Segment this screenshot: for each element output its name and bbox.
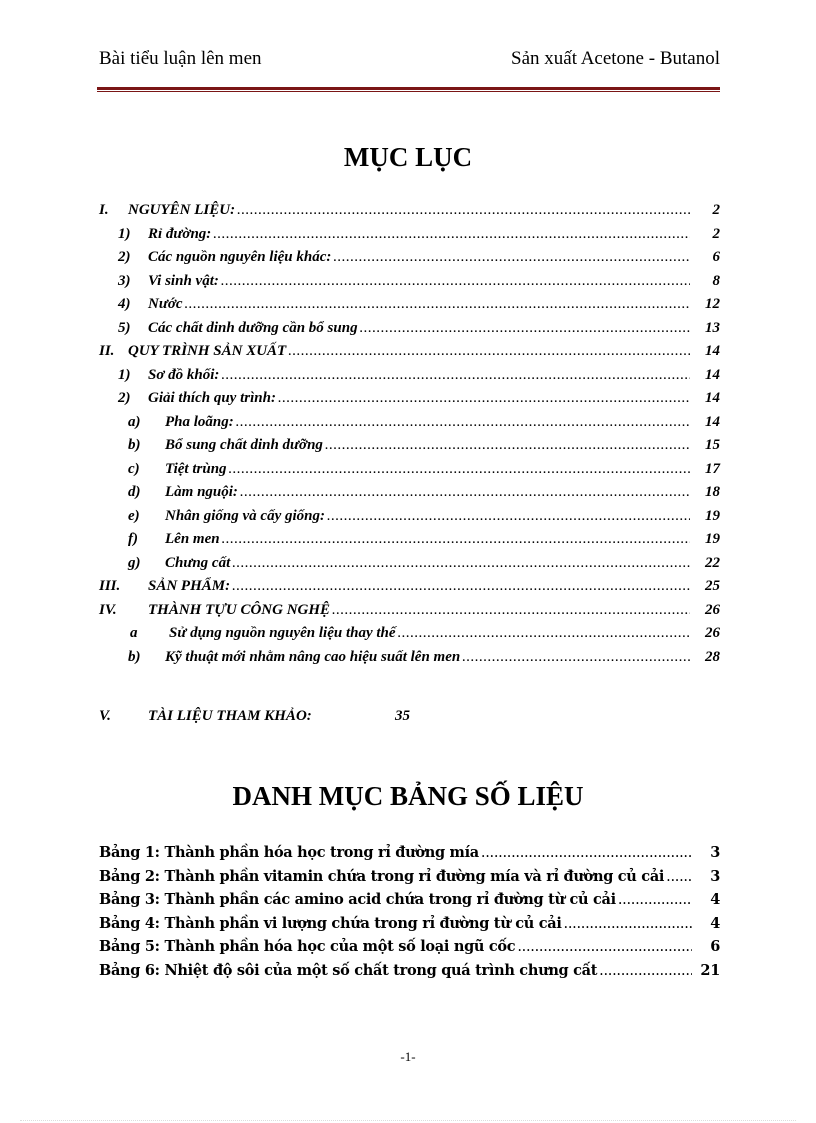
toc-leader-dots	[288, 343, 690, 360]
table-list-label: Bảng 3: Thành phần các amino acid chứa trong rỉ đường từ củ cải	[99, 891, 616, 908]
toc-entry[interactable]	[99, 578, 720, 602]
toc-entry-page: 2	[712, 202, 720, 218]
toc-entry-page: 15	[705, 437, 720, 453]
toc-leader-dots	[221, 367, 690, 384]
toc-entry-label: Nước	[148, 296, 183, 312]
toc-entry-label: SẢN PHẨM:	[148, 578, 231, 594]
toc-entry-label: NGUYÊN LIỆU:	[128, 202, 236, 218]
toc-entry-page: 6	[712, 249, 720, 265]
table-list-entry[interactable]	[99, 962, 720, 986]
toc-entry-label: THÀNH TỰU CÔNG NGHỆ	[148, 601, 331, 618]
toc-entry-label: Chưng cất	[165, 554, 231, 571]
toc-entry-page: 8	[712, 272, 720, 289]
table-list-page: 3	[710, 867, 720, 885]
toc-entry-page: 18	[705, 484, 720, 500]
toc-title: MỤC LỤC	[343, 142, 473, 172]
toc-entry-page: 22	[705, 554, 720, 571]
toc-entry-label: Giải thích quy trình:	[148, 390, 276, 406]
toc-leader-dots	[185, 296, 690, 313]
toc-entry-number: V.	[99, 708, 111, 724]
toc-entry[interactable]	[99, 390, 720, 414]
toc-entry-page: 2	[712, 225, 720, 242]
toc-entry-number: b)	[128, 437, 141, 453]
toc-entry-label: Pha loãng:	[165, 413, 234, 430]
toc-entry[interactable]	[99, 484, 720, 508]
toc-entry-number: 3)	[118, 272, 131, 289]
toc-entry[interactable]	[99, 602, 720, 626]
toc-leader-dots	[398, 625, 690, 642]
toc-leader-dots	[333, 249, 690, 266]
toc-leader-dots	[462, 649, 690, 666]
toc-entry-number: e)	[128, 507, 140, 524]
toc-entry[interactable]	[99, 273, 720, 297]
toc-entry-number: d)	[128, 484, 141, 500]
toc-leader-dots	[240, 484, 690, 501]
table-list-leader-dots	[618, 892, 692, 908]
page-number: -1-	[400, 1049, 416, 1064]
table-list-leader-dots	[666, 869, 692, 885]
toc-entry-label: Tiệt trùng	[165, 460, 227, 477]
toc-entry-page: 19	[705, 531, 720, 547]
table-list-entry[interactable]	[99, 868, 720, 892]
toc-entry-number: 2)	[118, 249, 131, 265]
table-list-entry[interactable]	[99, 938, 720, 962]
toc-entry-label: QUY TRÌNH SẢN XUẤT	[128, 343, 287, 359]
toc-entry[interactable]	[99, 202, 720, 226]
toc-entry-page: 25	[705, 578, 720, 594]
table-of-contents	[99, 202, 720, 672]
table-list-label: Bảng 6: Nhiệt độ sôi của một số chất trong quá trình chưng cất	[99, 961, 598, 979]
toc-leader-dots	[237, 202, 690, 219]
toc-entry[interactable]	[99, 437, 720, 461]
toc-entry-label: Các nguồn nguyên liệu khác:	[148, 249, 332, 265]
toc-entry-page: 26	[705, 625, 720, 641]
toc-entry-page: 14	[705, 343, 720, 359]
table-list-page: 4	[710, 891, 720, 908]
table-list-page: 6	[710, 938, 720, 955]
table-list-entry[interactable]	[99, 915, 720, 939]
toc-entry-page: 12	[705, 296, 720, 312]
toc-entry[interactable]	[99, 461, 720, 485]
toc-entry-number: I.	[99, 202, 109, 218]
toc-entry-label: TÀI LIỆU THAM KHẢO:	[148, 708, 312, 724]
toc-leader-dots	[221, 273, 690, 290]
table-list-leader-dots	[599, 963, 692, 979]
toc-entry[interactable]	[99, 320, 720, 344]
toc-entry[interactable]	[99, 625, 720, 649]
table-list-title: DANH MỤC BẢNG SỐ LIỆU	[232, 781, 584, 811]
toc-entry-number: a)	[128, 413, 141, 430]
page-bottom-border	[20, 1120, 796, 1121]
toc-entry[interactable]	[99, 249, 720, 273]
table-list-leader-dots	[517, 939, 692, 955]
toc-entry-label: Sơ đồ khối:	[148, 366, 220, 383]
toc-entry-page: 26	[705, 601, 720, 618]
toc-entry[interactable]	[99, 367, 720, 391]
toc-leader-dots	[360, 320, 690, 337]
toc-entry-number: 2)	[118, 390, 131, 406]
toc-entry[interactable]	[99, 296, 720, 320]
header-right-title: Sản xuất Acetone - Butanol	[511, 48, 720, 69]
toc-leader-dots	[325, 437, 690, 454]
table-list-entry[interactable]	[99, 891, 720, 915]
table-list-label: Bảng 2: Thành phần vitamin chứa trong rỉ đường mía và rỉ đường củ cải	[99, 867, 665, 885]
toc-entry-page: 14	[705, 390, 720, 406]
toc-entry-label: Sử dụng nguồn nguyên liệu thay thế	[169, 625, 396, 641]
header-left-title: Bài tiểu luận lên men	[99, 48, 262, 69]
toc-leader-dots	[327, 508, 690, 525]
toc-entry[interactable]	[99, 555, 720, 579]
toc-leader-dots	[229, 461, 690, 478]
table-list-leader-dots	[564, 916, 692, 932]
toc-entry-number: c)	[128, 460, 140, 477]
toc-entry-number: f)	[128, 531, 138, 547]
toc-entry-label: Làm nguội:	[165, 484, 238, 500]
toc-entry-page: 35	[395, 708, 410, 724]
toc-entry-number: 1)	[118, 225, 131, 242]
toc-entry[interactable]	[99, 226, 720, 250]
toc-entry-label: Nhân giống và cấy giống:	[165, 507, 326, 524]
toc-entry-page: 28	[705, 648, 720, 665]
toc-entry-label: Lên men	[165, 531, 220, 547]
header-rule-thin	[97, 91, 720, 92]
toc-entry-number: IV.	[99, 601, 117, 618]
toc-entry-number: 1)	[118, 366, 131, 383]
toc-entry-page: 14	[705, 413, 720, 430]
table-list-page: 3	[710, 844, 720, 861]
page-header	[99, 48, 720, 74]
toc-entry-label: Bổ sung chất dinh dưỡng	[165, 437, 323, 453]
table-list-leader-dots	[481, 845, 692, 861]
toc-entry[interactable]	[99, 508, 720, 532]
toc-entry-number: III.	[99, 578, 121, 594]
table-list-label: Bảng 5: Thành phần hóa học của một số loại ngũ cốc	[99, 938, 516, 955]
table-list-entry[interactable]	[99, 844, 720, 868]
toc-entry-number: 5)	[118, 319, 131, 336]
toc-entry[interactable]	[99, 414, 720, 438]
toc-leader-dots	[222, 531, 690, 548]
toc-entry-label: Rỉ đường:	[148, 225, 212, 242]
toc-entry[interactable]	[99, 343, 720, 367]
toc-leader-dots	[213, 226, 690, 243]
toc-entry-label: Các chất dinh dưỡng cần bổ sung	[148, 319, 358, 336]
toc-leader-dots	[232, 578, 690, 595]
toc-entry-page: 14	[705, 366, 720, 383]
toc-leader-dots	[232, 555, 690, 572]
toc-entry-label: Vi sinh vật:	[148, 272, 219, 289]
toc-entry-number: g)	[128, 554, 141, 571]
toc-entry-number: b)	[128, 648, 141, 665]
table-list	[99, 844, 720, 985]
toc-entry[interactable]	[99, 649, 720, 673]
table-list-label: Bảng 4: Thành phần vi lượng chứa trong rỉ đường từ củ cải	[99, 914, 562, 932]
toc-entry-number: 4)	[118, 296, 131, 312]
toc-entry-page: 19	[705, 507, 720, 524]
table-list-page: 21	[700, 961, 720, 979]
toc-entry-number: II.	[99, 343, 115, 359]
toc-entry[interactable]	[99, 531, 720, 555]
header-rule	[97, 87, 720, 90]
table-list-label: Bảng 1: Thành phần hóa học trong rỉ đường mía	[99, 844, 479, 861]
toc-leader-dots	[236, 414, 690, 431]
toc-entry-label: Kỹ thuật mới nhằm nâng cao hiệu suất lên men	[165, 648, 461, 665]
toc-entry-number: a	[130, 625, 138, 641]
toc-leader-dots	[332, 602, 690, 619]
toc-entry-page: 17	[705, 460, 720, 477]
table-list-page: 4	[710, 914, 720, 932]
toc-entry-page: 13	[705, 319, 720, 336]
toc-leader-dots	[278, 390, 690, 407]
